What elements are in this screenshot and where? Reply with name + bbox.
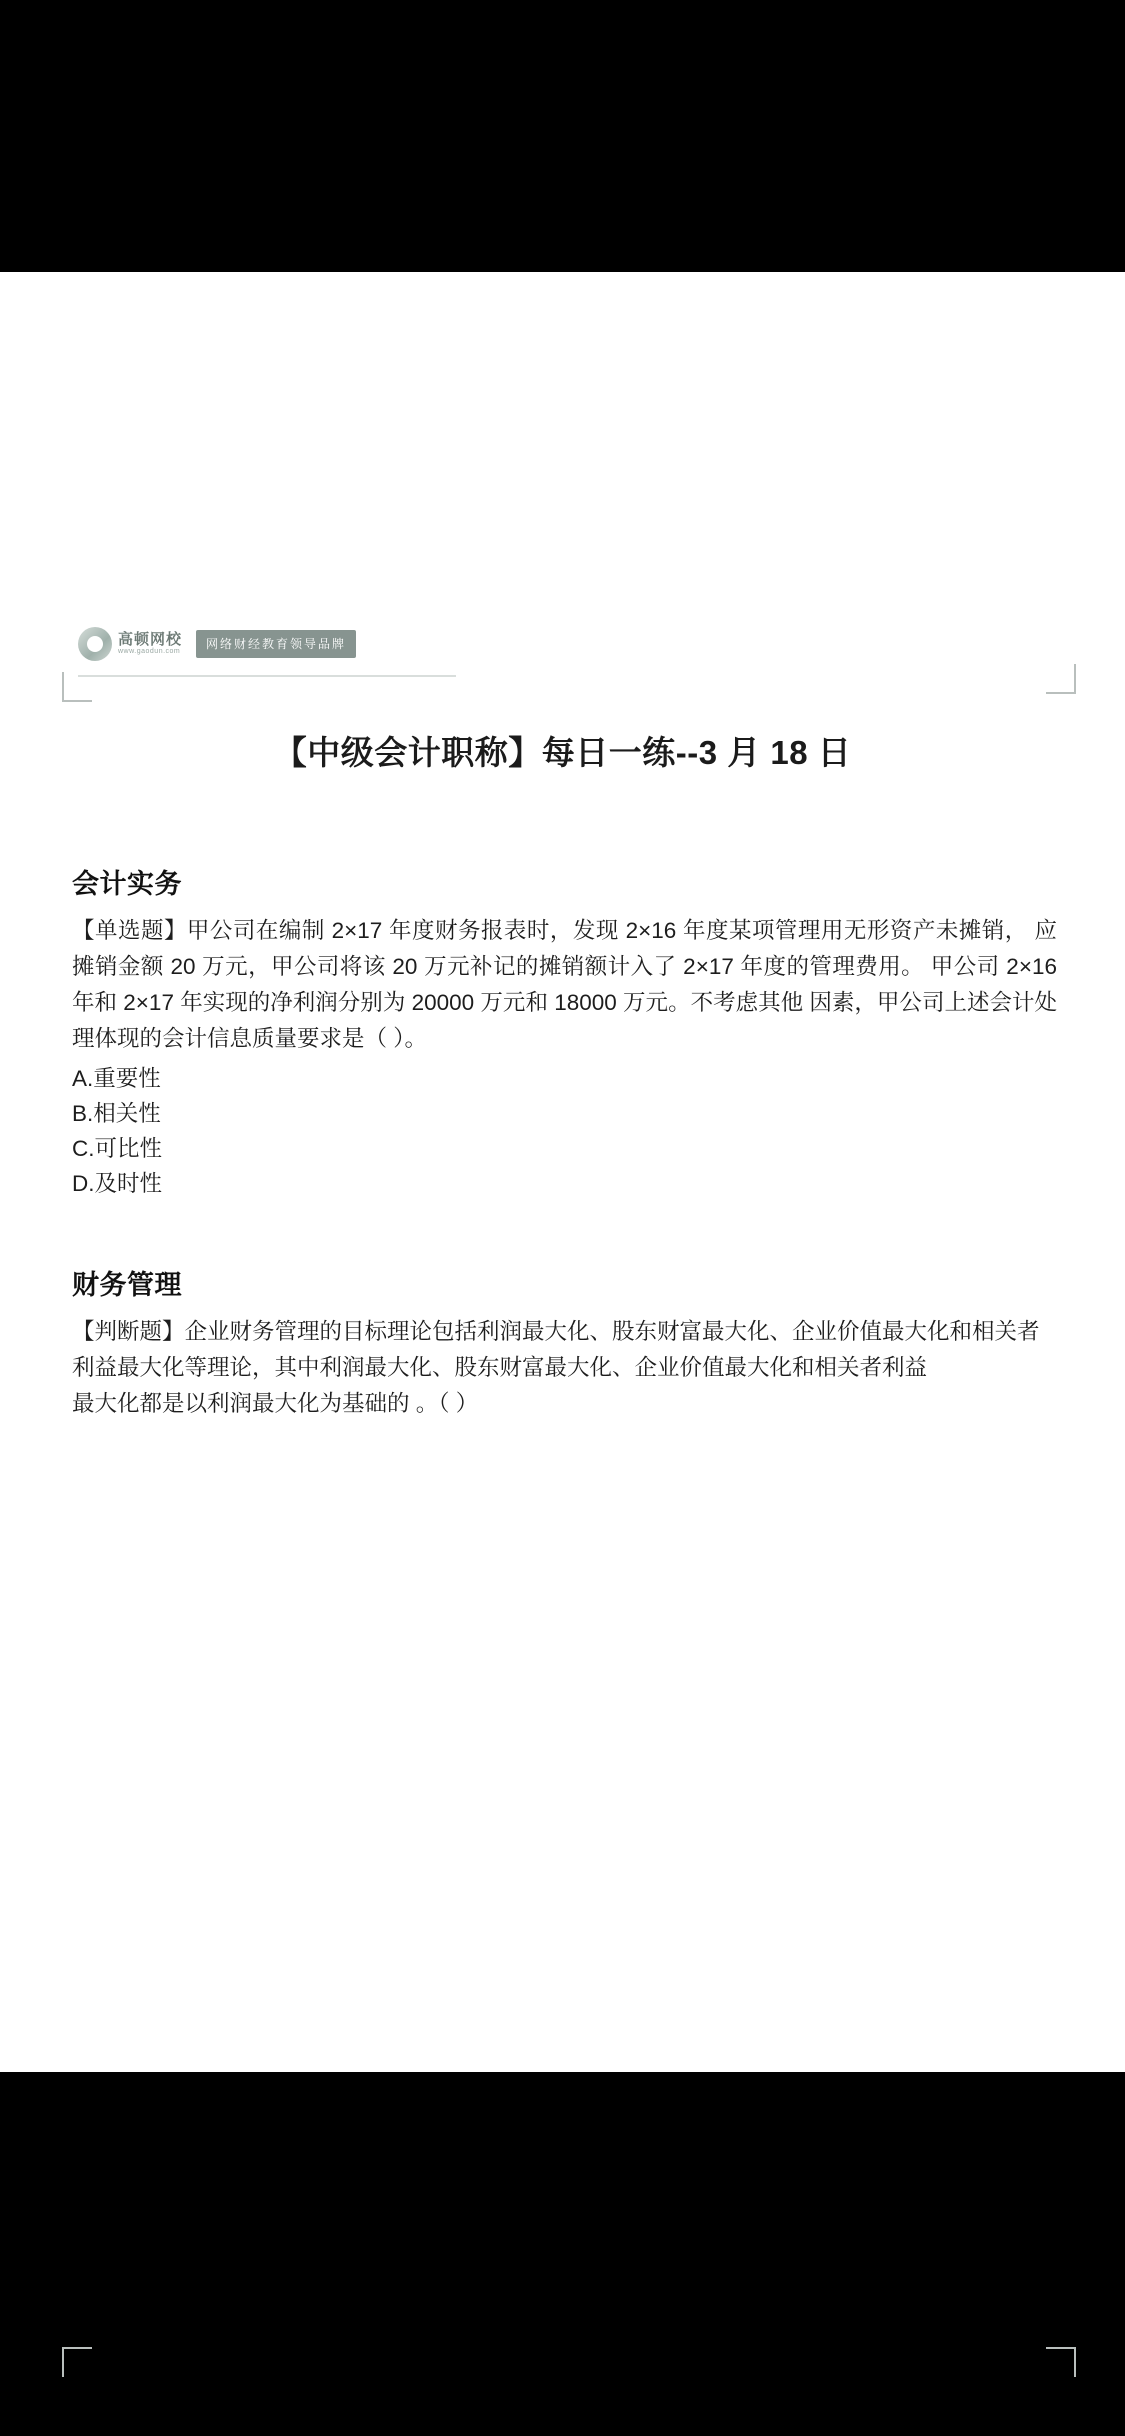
logo-mark bbox=[78, 627, 182, 661]
crop-mark-top-right bbox=[1046, 664, 1076, 694]
question-line-1: 【判断题】企业财务管理的目标理论包括利润最大化、股东财富最大化、企业价值最大化和相关者 bbox=[72, 1319, 1040, 1344]
logo-slogan: 网络财经教育领导品牌 bbox=[196, 630, 356, 658]
option-b[interactable]: B.相关性 bbox=[72, 1101, 161, 1126]
crop-mark-bottom-left bbox=[62, 2347, 92, 2377]
option-c[interactable]: C.可比性 bbox=[72, 1136, 163, 1161]
section-heading: 财务管理 bbox=[72, 1270, 182, 1300]
brand-logo bbox=[78, 627, 356, 661]
crop-mark-top-left bbox=[62, 672, 92, 702]
logo-name-cn: 高顿网校 bbox=[118, 631, 183, 649]
document-page bbox=[0, 272, 1125, 2072]
option-d[interactable]: D.及时性 bbox=[72, 1171, 163, 1196]
answer-options bbox=[72, 1061, 1057, 1201]
section-heading: 会计实务 bbox=[72, 869, 182, 899]
section-financial-management bbox=[72, 1263, 1057, 1422]
header-divider bbox=[78, 675, 456, 677]
crop-mark-bottom-right bbox=[1046, 2347, 1076, 2377]
logo-wordmark bbox=[118, 632, 182, 655]
question-text: 【单选题】甲公司在编制 2×17 年度财务报表时，发现 2×16 年度某项管理用无形资产未摊销， 应摊销金额 20 万元，甲公司将该 20 万元补记的摊销额计入了 2×17 年度的管理费用。 甲公司 2×16 年和 2×17 年实现的净利润分别为 20000 万元和 18000 万元。不考虑其他 因素，甲公司上述会计处理体现的会计信息质量要求是（ ）。 bbox=[72, 918, 1057, 1051]
section-accounting-practice bbox=[72, 862, 1057, 1201]
logo-name-en: www.gaodun.com bbox=[118, 648, 181, 656]
document-body bbox=[72, 862, 1057, 1432]
page-title: 【中级会计职称】每日一练--3 月 18 日 bbox=[273, 734, 852, 771]
swirl-logo-icon bbox=[78, 627, 112, 661]
question-line-2: 利益最大化等理论，其中利润最大化、股东财富最大化、企业价值最大化和相关者利益 bbox=[72, 1355, 928, 1380]
option-a[interactable]: A.重要性 bbox=[72, 1066, 161, 1091]
question-line-3: 最大化都是以利润最大化为基础的 。（ ） bbox=[72, 1391, 479, 1416]
